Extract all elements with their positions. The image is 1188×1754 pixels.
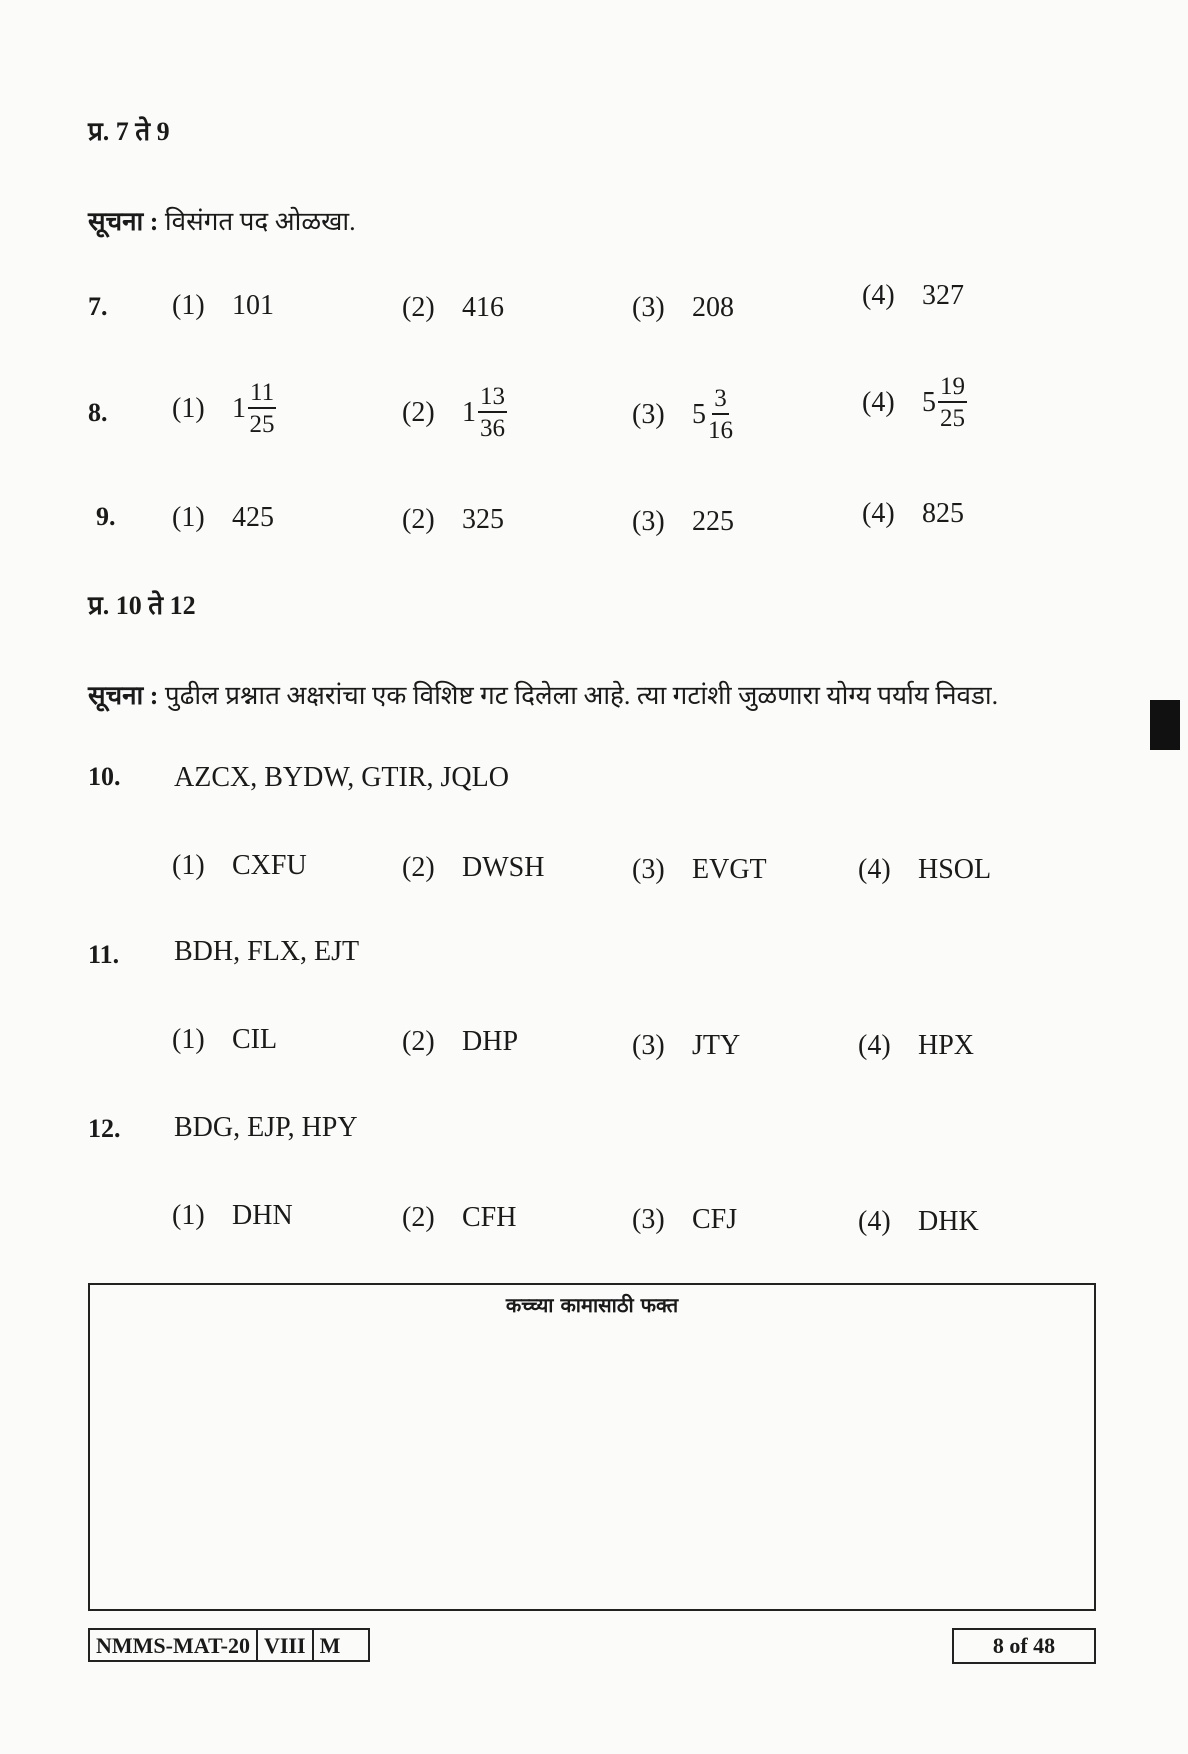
- fraction-numerator: 11: [248, 380, 276, 409]
- page-number: 8 of 48: [952, 1628, 1096, 1664]
- mixed-fraction: [922, 374, 967, 431]
- mixed-fraction: [232, 380, 276, 437]
- question-8-number: 8.: [88, 398, 108, 427]
- q11-option-2[interactable]: [402, 1026, 518, 1058]
- option-value: CFJ: [692, 1204, 738, 1235]
- option-value: CXFU: [232, 850, 307, 881]
- option-value: 101: [232, 290, 274, 321]
- mixed-fraction: [462, 384, 507, 441]
- option-label: (4): [862, 498, 895, 529]
- q10-option-3[interactable]: [632, 854, 767, 886]
- option-label: (1): [172, 290, 205, 321]
- option-label: (2): [402, 1026, 435, 1057]
- option-value: DHP: [462, 1026, 519, 1057]
- fraction-whole: 1: [232, 392, 246, 424]
- fraction-numerator: 19: [938, 374, 967, 403]
- instruction-10-12: [88, 676, 1128, 712]
- option-label: (3): [632, 1204, 665, 1235]
- option-value: 327: [922, 280, 964, 311]
- option-label: (1): [172, 392, 205, 424]
- paper-code-box: [88, 1628, 370, 1662]
- side-marker: [1150, 700, 1180, 750]
- instruction-label: सूचना :: [88, 207, 159, 236]
- option-value: 825: [922, 498, 964, 529]
- q10-option-4[interactable]: [858, 854, 991, 886]
- option-label: (2): [402, 504, 435, 535]
- question-9-number: 9.: [96, 502, 116, 531]
- option-label: (4): [862, 280, 895, 311]
- option-value: CIL: [232, 1024, 278, 1055]
- option-label: (1): [172, 1200, 205, 1231]
- q12-option-4[interactable]: [858, 1206, 979, 1238]
- question-11-sequence: BDH, FLX, EJT: [174, 936, 360, 967]
- q12-option-1[interactable]: [172, 1200, 293, 1232]
- instruction-text: विसंगत पद ओळखा.: [164, 207, 356, 236]
- fraction-denominator: 25: [940, 405, 965, 432]
- option-value: 425: [232, 502, 274, 533]
- q10-option-1[interactable]: [172, 850, 307, 882]
- section-heading-10-12: प्र. 10 ते 12: [88, 591, 196, 620]
- q9-option-4[interactable]: [862, 498, 964, 530]
- option-value: 325: [462, 504, 504, 535]
- option-label: (1): [172, 850, 205, 881]
- option-value: EVGT: [692, 854, 767, 885]
- q9-option-1[interactable]: [172, 502, 274, 534]
- rough-work-title: कच्च्या कामासाठी फक्त: [505, 1293, 679, 1317]
- option-value: DHN: [232, 1200, 293, 1231]
- q8-option-4[interactable]: [862, 374, 967, 431]
- q9-option-2[interactable]: [402, 504, 504, 536]
- medium-code: M: [319, 1633, 341, 1658]
- instruction-label: सूचना :: [88, 681, 159, 710]
- q11-option-3[interactable]: [632, 1030, 740, 1062]
- option-label: (1): [172, 502, 205, 533]
- question-10-sequence: AZCX, BYDW, GTIR, JQLO: [174, 762, 509, 793]
- q11-option-1[interactable]: [172, 1024, 277, 1056]
- option-value: JTY: [692, 1030, 741, 1061]
- option-label: (3): [632, 854, 665, 885]
- question-12-sequence: BDG, EJP, HPY: [174, 1112, 358, 1143]
- option-value: HPX: [918, 1030, 975, 1061]
- option-label: (2): [402, 1202, 435, 1233]
- fraction-numerator: 3: [712, 386, 729, 415]
- option-label: (2): [402, 292, 435, 323]
- question-12-number: 12.: [88, 1114, 121, 1143]
- q8-option-3[interactable]: [632, 386, 733, 443]
- option-label: (4): [862, 386, 895, 418]
- section-heading-7-9: प्र. 7 ते 9: [88, 117, 170, 146]
- fraction-denominator: 25: [249, 411, 275, 438]
- q11-option-4[interactable]: [858, 1030, 974, 1062]
- option-label: (3): [632, 292, 665, 323]
- instruction-text: पुढील प्रश्नात अक्षरांचा एक विशिष्ट गट दिलेला आहे. त्या गटांशी जुळणारा योग्य पर्याय निवडा.: [164, 681, 999, 710]
- q7-option-3[interactable]: [632, 292, 734, 324]
- option-value: DHK: [918, 1206, 979, 1237]
- option-value: 225: [692, 506, 734, 537]
- q7-option-2[interactable]: [402, 292, 504, 324]
- option-label: (4): [858, 1206, 891, 1237]
- option-label: (3): [632, 506, 665, 537]
- fraction-whole: 1: [462, 396, 476, 428]
- q8-option-2[interactable]: [402, 384, 507, 441]
- option-label: (1): [172, 1024, 205, 1055]
- option-label: (2): [402, 396, 435, 428]
- option-label: (3): [632, 1030, 665, 1061]
- q8-option-1[interactable]: [172, 380, 276, 437]
- question-11-number: 11.: [88, 940, 120, 969]
- question-7-number: 7.: [88, 292, 108, 321]
- question-10-number: 10.: [88, 762, 121, 791]
- q12-option-3[interactable]: [632, 1204, 737, 1236]
- option-label: (4): [858, 1030, 891, 1061]
- option-value: DWSH: [462, 852, 545, 883]
- q7-option-4[interactable]: [862, 280, 964, 312]
- rough-work-box: [88, 1283, 1096, 1611]
- fraction-numerator: 13: [478, 384, 507, 413]
- option-label: (4): [858, 854, 891, 885]
- fraction-denominator: 16: [708, 417, 733, 444]
- option-value: CFH: [462, 1202, 517, 1233]
- class-code: VIII: [258, 1630, 314, 1660]
- q10-option-2[interactable]: [402, 852, 544, 884]
- option-label: (3): [632, 398, 665, 430]
- q7-option-1[interactable]: [172, 290, 274, 322]
- fraction-denominator: 36: [480, 415, 505, 442]
- mixed-fraction: [692, 386, 733, 443]
- option-value: HSOL: [918, 854, 992, 885]
- option-value: 208: [692, 292, 734, 323]
- fraction-whole: 5: [922, 386, 936, 418]
- q9-option-3[interactable]: [632, 506, 734, 538]
- option-value: 416: [462, 292, 504, 323]
- paper-code: NMMS-MAT-20: [90, 1630, 258, 1660]
- option-label: (2): [402, 852, 435, 883]
- fraction-whole: 5: [692, 398, 706, 430]
- instruction-7-9: [88, 202, 356, 238]
- q12-option-2[interactable]: [402, 1202, 516, 1234]
